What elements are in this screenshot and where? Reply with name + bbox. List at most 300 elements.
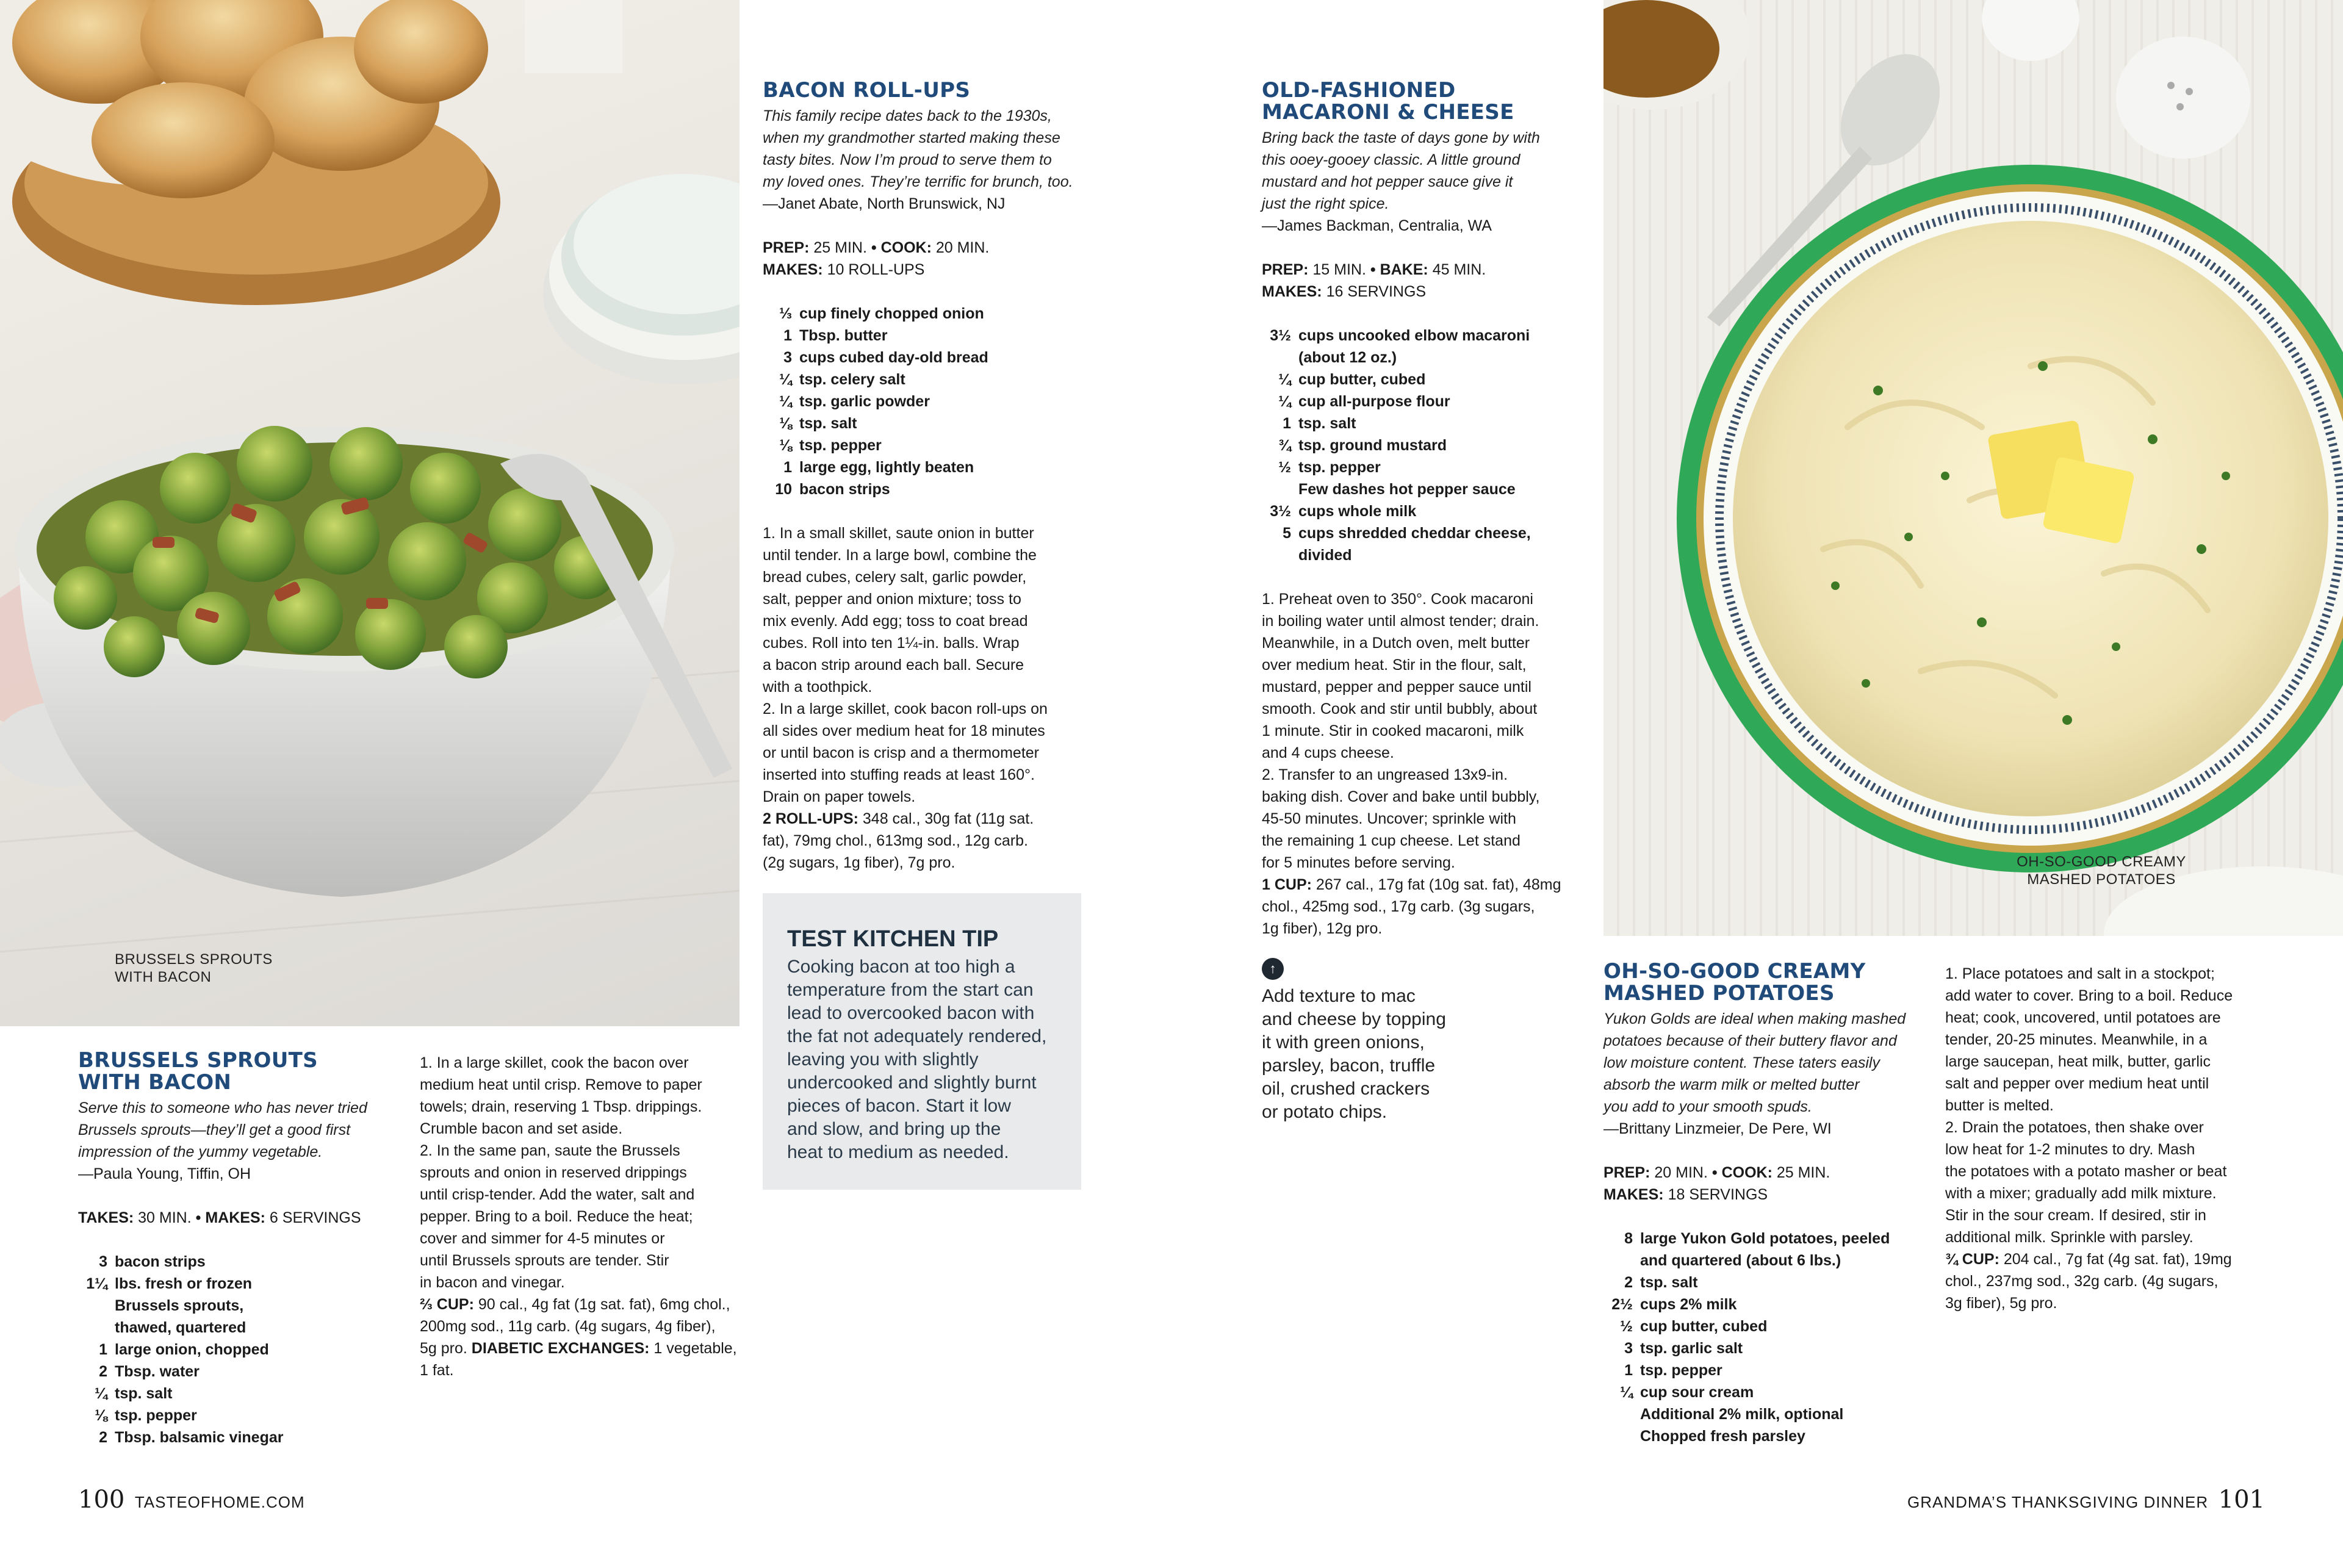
recipe-meta: [1603, 1162, 1945, 1206]
step-line: all sides over medium heat for 18 minutes: [763, 722, 1045, 739]
ingredient-item: [763, 303, 1086, 325]
cook-label: COOK:: [880, 239, 932, 256]
intro-line: Serve this to someone who has never tried: [78, 1099, 367, 1117]
step-line: 45-50 minutes. Uncover; sprinkle with: [1262, 810, 1516, 827]
ingredient-qty: 1¼: [86, 1275, 107, 1292]
step-line: add water to cover. Bring to a boil. Reduce: [1945, 987, 2233, 1004]
mac-and-cheese-hint: [1262, 985, 1481, 1124]
step-line: with a mixer; gradually add milk mixture.: [1945, 1185, 2217, 1202]
intro-line: Brussels sprouts—they’ll get a good first: [78, 1121, 351, 1138]
step-line: cover and simmer for 4-5 minutes or: [420, 1230, 665, 1247]
ingredient-text: Additional 2% milk, optional: [1640, 1406, 1844, 1423]
step-line: tender, 20-25 minutes. Meanwhile, in a: [1945, 1031, 2208, 1048]
nutrition-line: [420, 1293, 743, 1315]
ingredient-item: [1603, 1381, 1945, 1403]
recipe-title: [763, 79, 1086, 101]
ingredient-item: [1262, 522, 1591, 544]
nutrition-text: chol., 237mg sod., 32g carb. (4g sugars,: [1945, 1273, 2219, 1290]
ingredient-item: [763, 412, 1086, 434]
ingredient-text: cup butter, cubed: [1640, 1318, 1768, 1335]
recipe-meta: [78, 1207, 420, 1229]
prep-value: 20 MIN.: [1654, 1164, 1708, 1181]
ingredient-item: [763, 434, 1086, 456]
ingredient-list: [1603, 1228, 1945, 1447]
ingredient-item: [1262, 478, 1591, 500]
nutrition-text: 200mg sod., 11g carb. (4g sugars, 4g fiber),: [420, 1318, 716, 1335]
cook-label: COOK:: [1721, 1164, 1773, 1181]
ingredient-text: cup butter, cubed: [1298, 371, 1426, 388]
ingredient-qty: [78, 1317, 115, 1339]
ingredient-qty: 3: [783, 349, 792, 366]
ingredient-text: large Yukon Gold potatoes, peeled: [1640, 1230, 1890, 1247]
ingredient-qty: 2: [99, 1363, 107, 1380]
nutrition-line: [763, 808, 1086, 830]
test-kitchen-tip: [763, 893, 1081, 1190]
caption-line: MASHED POTATOES: [2027, 871, 2176, 888]
ingredient-qty: ⅓: [779, 305, 792, 322]
nutrition-label: ¾ CUP:: [1945, 1251, 1999, 1268]
intro-line: Bring back the taste of days gone by with: [1262, 129, 1540, 146]
step-line: until tender. In a large bowl, combine the: [763, 547, 1037, 564]
nutrition-line: [1945, 1248, 2287, 1270]
ingredient-list: [763, 303, 1086, 500]
tip-line: heat to medium as needed.: [787, 1142, 1009, 1162]
ingredient-item: [1603, 1250, 1945, 1271]
step-line: 1. Preheat oven to 350°. Cook macaroni: [1262, 591, 1533, 608]
hint-line: or potato chips.: [1262, 1102, 1387, 1122]
ingredient-qty: 2½: [1611, 1296, 1633, 1313]
step-line: towels; drain, reserving 1 Tbsp. drippings.: [420, 1098, 702, 1115]
tip-line: the fat not adequately rendered,: [787, 1026, 1047, 1046]
ingredient-qty: ¾: [1278, 437, 1291, 454]
step-line: over medium heat. Stir in the flour, salt,: [1262, 656, 1527, 674]
nutrition-text: 90 cal., 4g fat (1g sat. fat), 6mg chol.,: [473, 1296, 730, 1313]
step-line: butter is melted.: [1945, 1097, 2054, 1114]
step-line: 2. In a large skillet, cook bacon roll-ups on: [763, 700, 1048, 717]
step-line: salt and pepper over medium heat until: [1945, 1075, 2209, 1092]
makes-label: MAKES:: [1603, 1186, 1664, 1203]
ingredient-item: [1262, 390, 1591, 412]
ingredient-text: cups 2% milk: [1640, 1296, 1737, 1313]
intro-line: potatoes because of their buttery flavor and: [1603, 1032, 1897, 1049]
step-line: the potatoes with a potato masher or beat: [1945, 1163, 2227, 1180]
step-line: 2. In the same pan, saute the Brussels: [420, 1142, 680, 1159]
ingredient-text: tsp. pepper: [1298, 459, 1381, 476]
step-line: 1. In a large skillet, cook the bacon over: [420, 1054, 689, 1071]
caption-line: BRUSSELS SPROUTS: [115, 951, 273, 968]
tip-line: lead to overcooked bacon with: [787, 1003, 1035, 1023]
ingredient-text: lbs. fresh or frozen: [115, 1275, 253, 1292]
ingredient-text: tsp. salt: [799, 415, 857, 432]
step-line: 2. Drain the potatoes, then shake over: [1945, 1119, 2204, 1136]
recipe-directions: [1262, 588, 1591, 940]
ingredient-item: [763, 478, 1086, 500]
ingredient-qty: [1603, 1403, 1640, 1425]
step-line: 1. Place potatoes and salt in a stockpot;: [1945, 965, 2215, 982]
intro-line: you add to your smooth spuds.: [1603, 1098, 1812, 1115]
makes-value: 16 SERVINGS: [1326, 283, 1427, 300]
tip-line: temperature from the start can: [787, 980, 1034, 1000]
ingredient-qty: ¼: [1278, 393, 1291, 410]
ingredient-qty: [1603, 1425, 1640, 1447]
right-photo-caption: [2004, 853, 2199, 888]
ingredient-qty: [1262, 347, 1298, 369]
ingredient-item: [78, 1404, 420, 1426]
ingredient-item: [763, 347, 1086, 369]
makes-value: 10 ROLL-UPS: [827, 261, 925, 278]
ingredient-text: tsp. garlic salt: [1640, 1340, 1743, 1357]
bake-label: BAKE:: [1380, 261, 1428, 278]
ingredient-text: Tbsp. water: [115, 1363, 200, 1380]
ingredient-item: [1603, 1425, 1945, 1447]
nutrition-text: 204 cal., 7g fat (4g sat. fat), 19mg: [1999, 1251, 2232, 1268]
recipe-intro: [78, 1097, 420, 1163]
ingredient-item: [1603, 1293, 1945, 1315]
ingredient-qty: 10: [775, 481, 792, 498]
ingredient-item: [1603, 1403, 1945, 1425]
page-number: 101: [2218, 1486, 2265, 1514]
nutrition-text: 5g pro.: [420, 1340, 472, 1357]
makes-label: MAKES:: [763, 261, 823, 278]
ingredient-text: Brussels sprouts,: [115, 1297, 244, 1314]
ingredient-item: [763, 456, 1086, 478]
ingredient-item: [763, 325, 1086, 347]
prep-value: 15 MIN.: [1312, 261, 1366, 278]
ingredient-qty: 3: [1624, 1340, 1633, 1357]
recipe-meta: [763, 237, 1086, 281]
ingredient-item: [1603, 1271, 1945, 1293]
meta-separator: •: [871, 239, 877, 256]
step-line: in boiling water until almost tender; drain.: [1262, 613, 1539, 630]
ingredient-text: thawed, quartered: [115, 1319, 247, 1336]
ingredient-text: cups whole milk: [1298, 503, 1417, 520]
ingredient-text: tsp. garlic powder: [799, 393, 930, 410]
step-line: mustard, pepper and pepper sauce until: [1262, 678, 1531, 696]
hint-line: it with green onions,: [1262, 1032, 1425, 1052]
recipe-author: —Janet Abate, North Brunswick, NJ: [763, 195, 1006, 212]
ingredient-text: cup all-purpose flour: [1298, 393, 1450, 410]
title-line: OH-SO-GOOD CREAMY: [1603, 959, 1866, 984]
ingredient-qty: 2: [1624, 1274, 1633, 1291]
step-line: pepper. Bring to a boil. Reduce the heat;: [420, 1208, 693, 1225]
ingredient-text: divided: [1298, 547, 1352, 564]
step-line: Drain on paper towels.: [763, 788, 916, 805]
makes-value: 18 SERVINGS: [1668, 1186, 1768, 1203]
tip-line: Cooking bacon at too high a: [787, 957, 1015, 977]
nutrition-text: 1 vegetable,: [649, 1340, 737, 1357]
ingredient-qty: [1262, 478, 1298, 500]
step-line: until crisp-tender. Add the water, salt and: [420, 1186, 695, 1203]
bacon-roll-ups-recipe: [763, 79, 1086, 874]
step-line: sprouts and onion in reserved drippings: [420, 1164, 687, 1181]
nutrition-text: chol., 425mg sod., 17g carb. (3g sugars,: [1262, 898, 1535, 915]
step-line: baking dish. Cover and bake until bubbly,: [1262, 788, 1540, 805]
meta-separator: •: [195, 1209, 201, 1226]
mashed-potatoes-illustration: [1603, 0, 2343, 936]
recipe-title: [1603, 960, 1945, 1004]
recipe-title: [1262, 79, 1591, 123]
ingredient-item: [78, 1361, 420, 1383]
ingredient-qty: ⅛: [779, 415, 792, 432]
tip-line: undercooked and slightly burnt: [787, 1073, 1037, 1093]
ingredient-item: [78, 1426, 420, 1448]
hint-line: Add texture to mac: [1262, 986, 1416, 1006]
tip-line: and slow, and bring up the: [787, 1119, 1001, 1139]
step-line: until Brussels sprouts are tender. Stir: [420, 1252, 669, 1269]
mashed-potatoes-directions: [1945, 963, 2287, 1314]
ingredient-item: [1262, 369, 1591, 390]
brussels-sprouts-illustration: [0, 0, 740, 1026]
ingredient-text: bacon strips: [115, 1253, 206, 1270]
hint-line: oil, crushed crackers: [1262, 1079, 1430, 1099]
step-line: 1 minute. Stir in cooked macaroni, milk: [1262, 722, 1524, 739]
ingredient-qty: [1603, 1250, 1640, 1271]
ingredient-text: cup finely chopped onion: [799, 305, 984, 322]
ingredient-text: cups uncooked elbow macaroni: [1298, 327, 1530, 344]
ingredient-qty: ¼: [1620, 1384, 1633, 1401]
intro-line: my loved ones. They’re terrific for brunch, too.: [763, 173, 1073, 190]
ingredient-qty: ⅛: [779, 437, 792, 454]
ingredient-list: [1262, 325, 1591, 566]
recipe-directions: [763, 522, 1086, 874]
takes-value: 30 MIN.: [138, 1209, 192, 1226]
prep-label: PREP:: [763, 239, 810, 256]
ingredient-text: large onion, chopped: [115, 1341, 269, 1358]
ingredient-qty: ¼: [779, 371, 792, 388]
ingredient-text: (about 12 oz.): [1298, 349, 1397, 366]
step-line: large saucepan, heat milk, butter, garlic: [1945, 1053, 2211, 1070]
tip-body: [787, 955, 1057, 1164]
step-line: 2. Transfer to an ungreased 13x9-in.: [1262, 766, 1508, 783]
step-line: Crumble bacon and set aside.: [420, 1120, 623, 1137]
ingredient-text: bacon strips: [799, 481, 890, 498]
intro-line: impression of the yummy vegetable.: [78, 1143, 323, 1160]
ingredient-text: large egg, lightly beaten: [799, 459, 974, 476]
intro-line: low moisture content. These taters easily: [1603, 1054, 1880, 1071]
ingredient-text: tsp. salt: [1298, 415, 1356, 432]
ingredient-qty: ½: [1278, 459, 1291, 476]
step-line: Meanwhile, in a Dutch oven, melt butter: [1262, 635, 1530, 652]
ingredient-item: [1262, 500, 1591, 522]
step-line: inserted into stuffing reads at least 160°.: [763, 766, 1035, 783]
mashed-potatoes-photo: [1603, 0, 2343, 936]
step-line: in bacon and vinegar.: [420, 1274, 565, 1291]
recipe-author: —James Backman, Centralia, WA: [1262, 217, 1492, 234]
ingredient-qty: ½: [1620, 1318, 1633, 1335]
step-line: salt, pepper and onion mixture; toss to: [763, 591, 1021, 608]
prep-value: 25 MIN.: [813, 239, 867, 256]
ingredient-text: tsp. pepper: [799, 437, 882, 454]
ingredient-qty: 3½: [1270, 327, 1291, 344]
step-line: medium heat until crisp. Remove to paper: [420, 1076, 702, 1093]
step-line: low heat for 1-2 minutes to dry. Mash: [1945, 1141, 2195, 1158]
title-line: BRUSSELS SPROUTS: [78, 1048, 318, 1073]
ingredient-qty: ¼: [1278, 371, 1291, 388]
makes-label: MAKES:: [205, 1209, 265, 1226]
ingredient-text: tsp. ground mustard: [1298, 437, 1447, 454]
hint-line: and cheese by topping: [1262, 1009, 1446, 1029]
ingredient-qty: 1: [1624, 1362, 1633, 1379]
title-line: WITH BACON: [78, 1070, 232, 1095]
mac-and-cheese-recipe: [1262, 79, 1591, 940]
ingredient-item: [78, 1383, 420, 1404]
left-photo-caption: [115, 951, 273, 986]
caption-line: OH-SO-GOOD CREAMY: [2017, 854, 2186, 870]
cook-value: 20 MIN.: [935, 239, 990, 256]
ingredient-item: [1262, 325, 1591, 347]
ingredient-text: cup sour cream: [1640, 1384, 1754, 1401]
recipe-intro: [1603, 1008, 1945, 1118]
nutrition-label: ⅔ CUP:: [420, 1296, 474, 1313]
step-line: the remaining 1 cup cheese. Let stand: [1262, 832, 1521, 849]
ingredient-qty: [78, 1295, 115, 1317]
ingredient-item: [1262, 412, 1591, 434]
ingredient-qty: 2: [99, 1429, 107, 1446]
ingredient-item: [78, 1251, 420, 1273]
title-line: MASHED POTATOES: [1603, 981, 1835, 1005]
folio-text: TASTEOFHOME.COM: [134, 1493, 305, 1511]
ingredient-text: and quartered (about 6 lbs.): [1640, 1252, 1841, 1269]
step-line: heat; cook, uncovered, until potatoes are: [1945, 1009, 2221, 1026]
cook-value: 25 MIN.: [1776, 1164, 1830, 1181]
ingredient-text: Tbsp. balsamic vinegar: [115, 1429, 284, 1446]
ingredient-qty: ¼: [95, 1385, 107, 1402]
title-line: BACON ROLL-UPS: [763, 78, 971, 102]
step-line: 1. In a small skillet, saute onion in butter: [763, 525, 1034, 542]
makes-label: MAKES:: [1262, 283, 1322, 300]
page-number: 100: [78, 1486, 125, 1514]
brussels-sprouts-photo: [0, 0, 740, 1026]
title-line: OLD-FASHIONED: [1262, 78, 1456, 102]
caption-line: WITH BACON: [115, 969, 212, 985]
step-line: mix evenly. Add egg; toss to coat bread: [763, 613, 1028, 630]
nutrition-line: [420, 1337, 743, 1359]
ingredient-text: cups shredded cheddar cheese,: [1298, 525, 1531, 542]
nutrition-text: 348 cal., 30g fat (11g sat.: [858, 810, 1034, 827]
diabetic-label: DIABETIC EXCHANGES:: [471, 1340, 650, 1357]
ingredient-text: tsp. celery salt: [799, 371, 905, 388]
meta-separator: •: [1370, 261, 1376, 278]
ingredient-item: [1262, 434, 1591, 456]
ingredient-qty: 5: [1283, 525, 1291, 542]
ingredient-qty: 3½: [1270, 503, 1291, 520]
ingredient-text: tsp. pepper: [1640, 1362, 1722, 1379]
makes-value: 6 SERVINGS: [269, 1209, 361, 1226]
intro-line: absorb the warm milk or melted butter: [1603, 1076, 1860, 1093]
title-line: MACARONI & CHEESE: [1262, 100, 1514, 124]
recipe-intro: [1262, 127, 1591, 215]
step-line: with a toothpick.: [763, 678, 873, 696]
recipe-meta: [1262, 259, 1591, 303]
ingredient-qty: 3: [99, 1253, 107, 1270]
left-folio: [78, 1486, 305, 1516]
ingredient-text: Few dashes hot pepper sauce: [1298, 481, 1516, 498]
folio-text: GRANDMA’S THANKSGIVING DINNER: [1907, 1493, 2209, 1511]
step-line: cubes. Roll into ten 1¼-in. balls. Wrap: [763, 635, 1020, 652]
prep-label: PREP:: [1603, 1164, 1650, 1181]
ingredient-item: [1603, 1315, 1945, 1337]
recipe-author: —Paula Young, Tiffin, OH: [78, 1165, 251, 1182]
ingredient-qty: 8: [1624, 1230, 1633, 1247]
ingredient-list: [78, 1251, 420, 1448]
ingredient-item: [78, 1273, 420, 1295]
ingredient-qty: 1: [783, 459, 792, 476]
tip-line: pieces of bacon. Start it low: [787, 1096, 1011, 1116]
arrow-up-circle-icon: ↑: [1262, 958, 1284, 980]
step-line: for 5 minutes before serving.: [1262, 854, 1455, 871]
intro-line: tasty bites. Now I’m proud to serve them to: [763, 151, 1052, 168]
nutrition-text: fat), 79mg chol., 613mg sod., 12g carb.: [763, 832, 1028, 849]
ingredient-item: [1603, 1228, 1945, 1250]
tip-line: leaving you with slightly: [787, 1049, 979, 1070]
step-line: and 4 cups cheese.: [1262, 744, 1394, 761]
ingredient-text: tsp. salt: [1640, 1274, 1698, 1291]
bake-value: 45 MIN.: [1432, 261, 1486, 278]
ingredient-text: cups cubed day-old bread: [799, 349, 988, 366]
ingredient-qty: 1: [783, 327, 792, 344]
intro-line: This family recipe dates back to the 1930s,: [763, 107, 1052, 124]
ingredient-qty: 1: [1283, 415, 1291, 432]
ingredient-item: [1603, 1359, 1945, 1381]
nutrition-line: [1262, 874, 1591, 896]
right-folio: [1907, 1486, 2265, 1516]
ingredient-item: [1262, 347, 1591, 369]
takes-label: TAKES:: [78, 1209, 134, 1226]
ingredient-qty: 1: [99, 1341, 107, 1358]
ingredient-text: tsp. salt: [115, 1385, 173, 1402]
brussels-sprouts-directions: [420, 1052, 743, 1381]
nutrition-text: 1g fiber), 12g pro.: [1262, 920, 1383, 937]
nutrition-text: 3g fiber), 5g pro.: [1945, 1295, 2057, 1312]
recipe-title: [78, 1049, 420, 1093]
ingredient-item: [1262, 544, 1591, 566]
step-line: bread cubes, celery salt, garlic powder,: [763, 569, 1027, 586]
recipe-intro: [763, 105, 1086, 193]
nutrition-text: (2g sugars, 1g fiber), 7g pro.: [763, 854, 956, 871]
ingredient-item: [78, 1317, 420, 1339]
intro-line: mustard and hot pepper sauce give it: [1262, 173, 1513, 190]
mashed-potatoes-recipe: [1603, 960, 1945, 1447]
step-line: additional milk. Sprinkle with parsley.: [1945, 1229, 2194, 1246]
step-line: or until bacon is crisp and a thermometer: [763, 744, 1039, 761]
tip-title: TEST KITCHEN TIP: [787, 926, 999, 952]
recipe-author: —Brittany Linzmeier, De Pere, WI: [1603, 1120, 1832, 1137]
step-line: a bacon strip around each ball. Secure: [763, 656, 1024, 674]
nutrition-label: 2 ROLL-UPS:: [763, 810, 858, 827]
meta-separator: •: [1711, 1164, 1718, 1181]
prep-label: PREP:: [1262, 261, 1309, 278]
ingredient-text: Chopped fresh parsley: [1640, 1428, 1805, 1445]
ingredient-item: [763, 390, 1086, 412]
hint-line: parsley, bacon, truffle: [1262, 1056, 1436, 1076]
ingredient-item: [1262, 456, 1591, 478]
ingredient-text: tsp. pepper: [115, 1407, 197, 1424]
step-line: smooth. Cook and stir until bubbly, about: [1262, 700, 1538, 717]
intro-line: Yukon Golds are ideal when making mashed: [1603, 1010, 1906, 1027]
brussels-sprouts-recipe: [78, 1049, 420, 1448]
intro-line: this ooey-gooey classic. A little ground: [1262, 151, 1521, 168]
ingredient-qty: ⅛: [95, 1407, 107, 1424]
intro-line: when my grandmother started making these: [763, 129, 1060, 146]
ingredient-item: [763, 369, 1086, 390]
step-line: Stir in the sour cream. If desired, stir in: [1945, 1207, 2206, 1224]
ingredient-item: [1603, 1337, 1945, 1359]
ingredient-item: [78, 1295, 420, 1317]
ingredient-item: [78, 1339, 420, 1361]
nutrition-label: 1 CUP:: [1262, 876, 1312, 893]
intro-line: just the right spice.: [1262, 195, 1389, 212]
nutrition-text: 1 fat.: [420, 1362, 454, 1379]
